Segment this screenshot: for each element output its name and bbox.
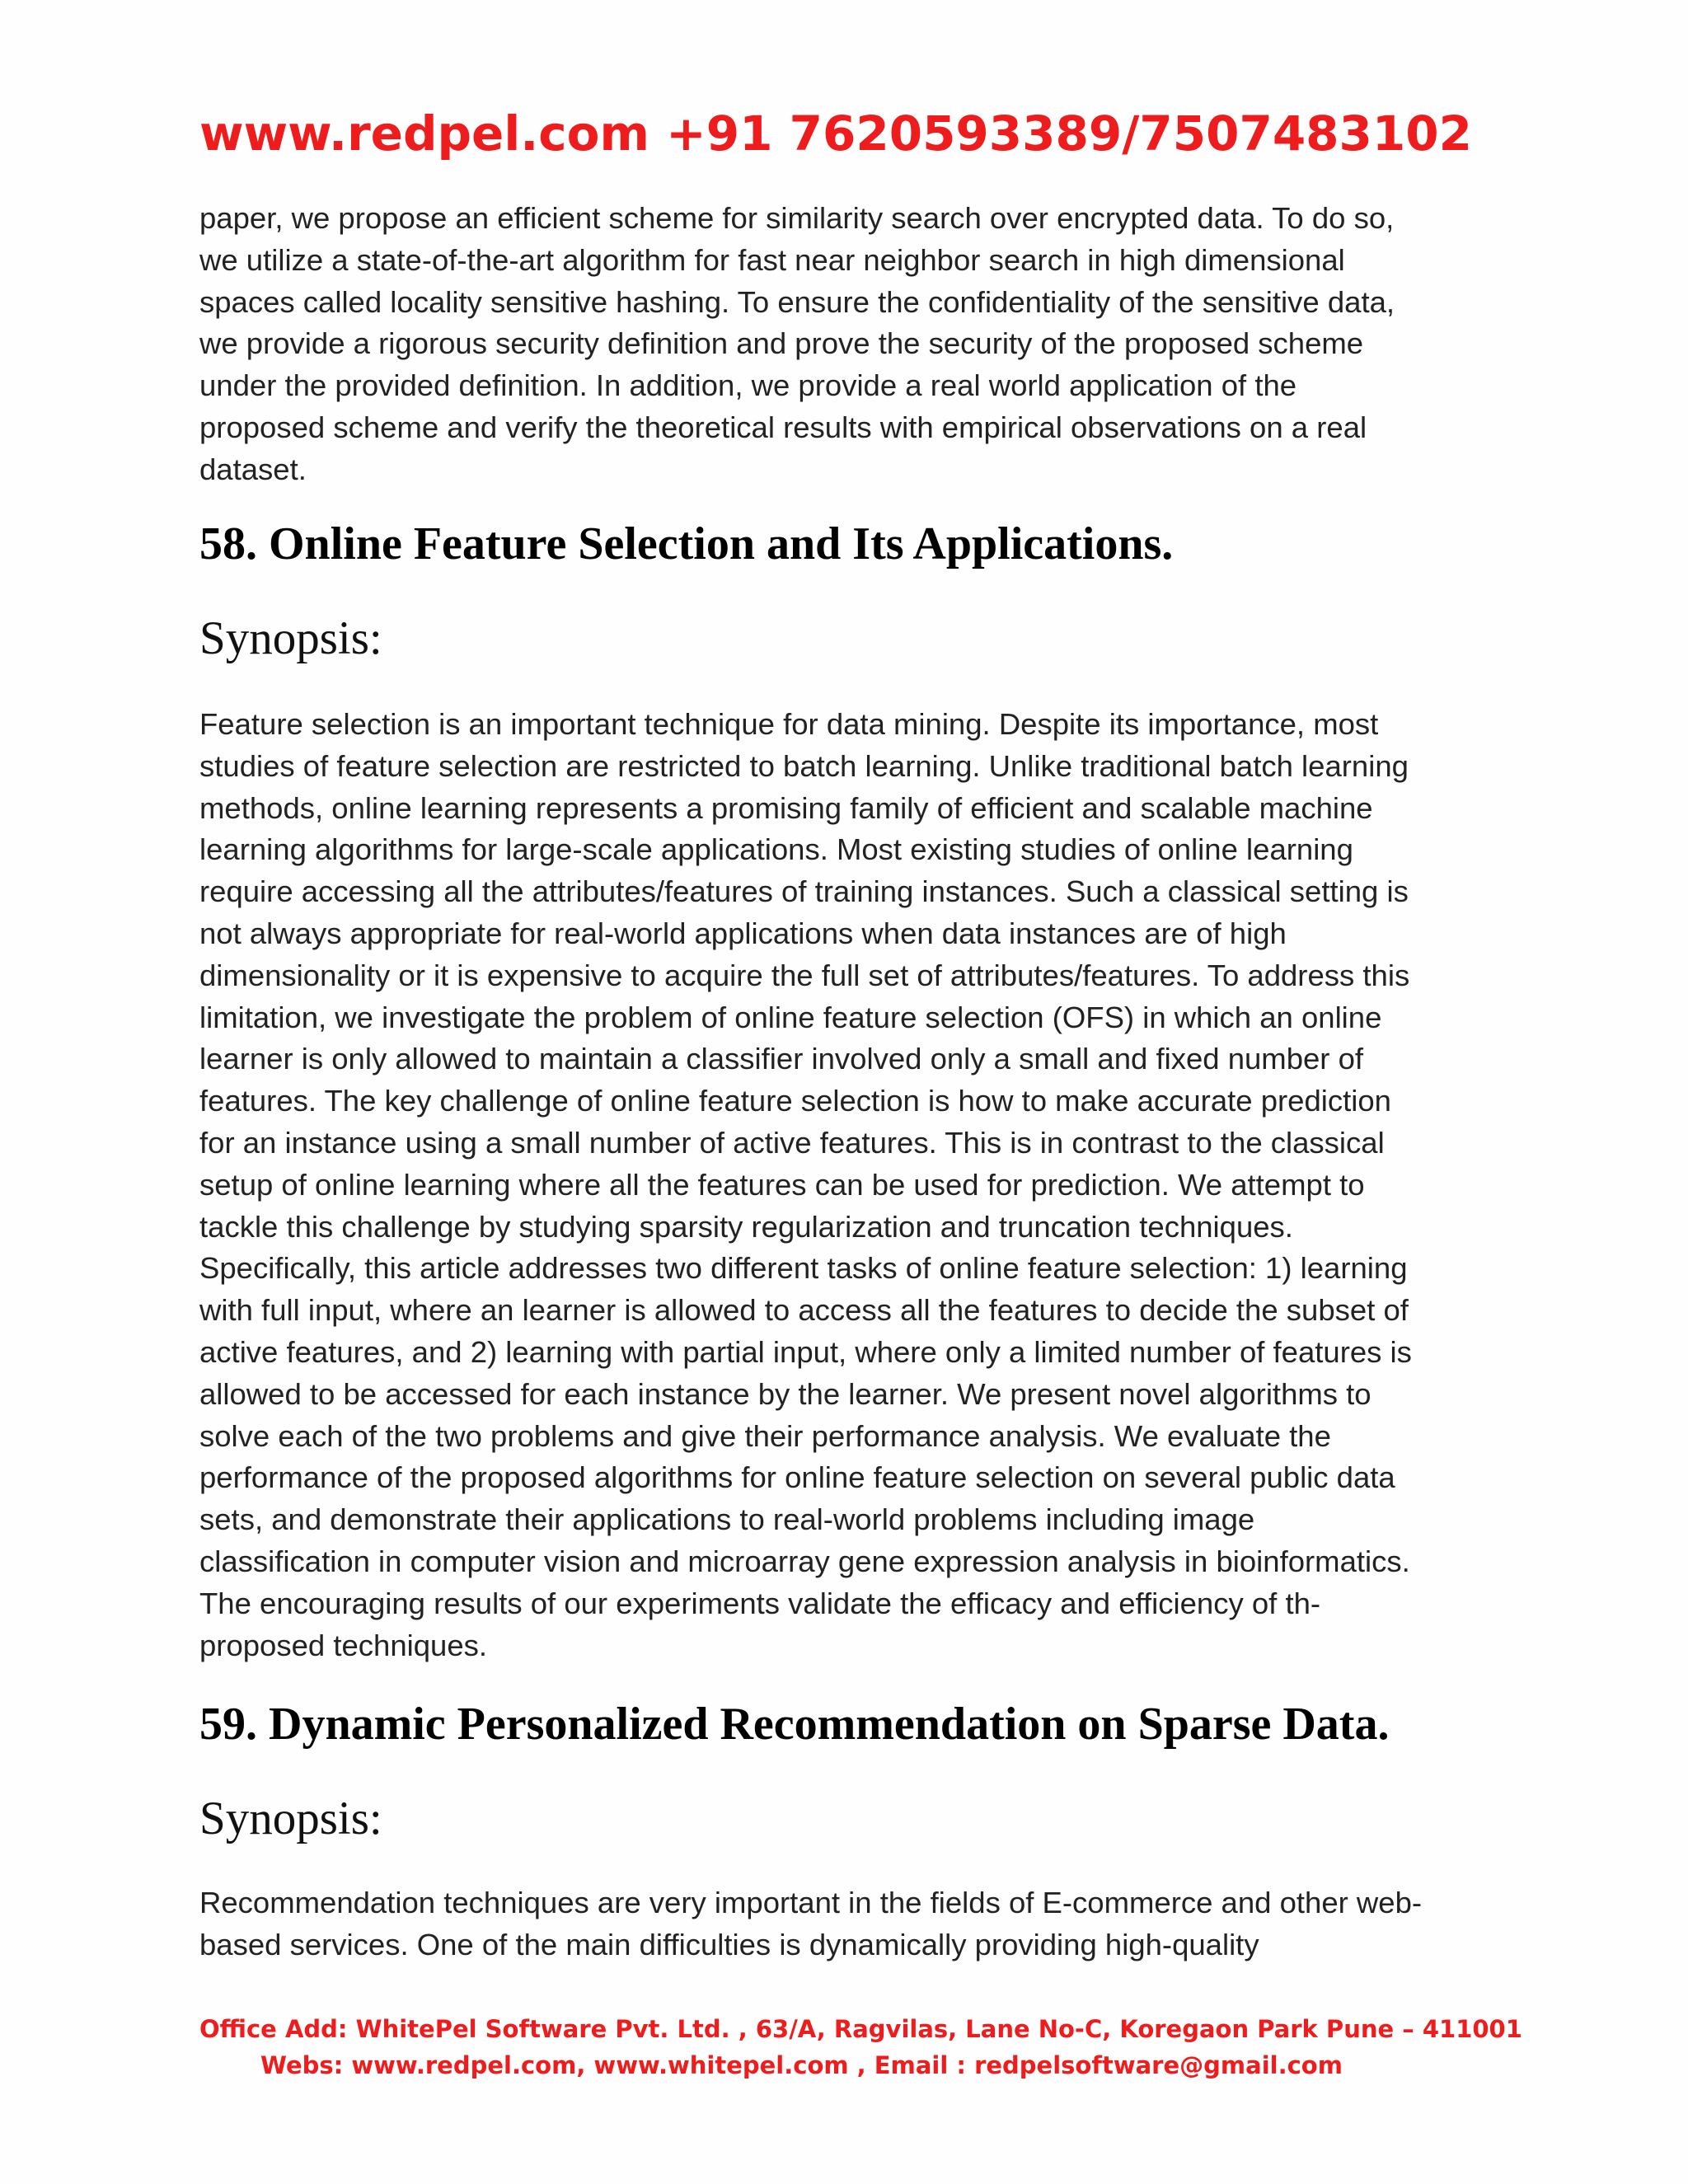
section-58-title: Online Feature Selection and Its Applications. (269, 518, 1174, 569)
intro-paragraph-container (199, 198, 1502, 491)
section-59-number: 59. (199, 1699, 257, 1750)
intro-paragraph: paper, we propose an efficient scheme for similarity search over encrypted data. To do so, we utilize a state-of-the-art algorithm for fast near neighbor search in high dimensional spaces called locality sensitive hashing. To ensure the confidentiality of the sensitive data, we provide a rigorous security definition and prove the security of the proposed scheme under the provided definition. In addition, we provide a real world application of the proposed scheme and verify the theoretical results with empirical observations on a real dataset. (199, 201, 1395, 486)
footer-address: Office Add: WhitePel Software Pvt. Ltd. , 63/A, Ragvilas, Lane No-C, Koregaon Park Pune – 411001 (199, 2015, 1522, 2043)
footer (199, 2011, 1522, 2083)
section-59-title: Dynamic Personalized Recommendation on Sparse Data. (269, 1699, 1390, 1750)
section-59-heading (199, 1698, 1389, 1750)
section-59-synopsis-label: Synopsis: (199, 1793, 382, 1844)
section-58-synopsis-label: Synopsis: (199, 612, 382, 664)
section-58-body: Feature selection is an important technique for data mining. Despite its importance, most studies of feature selection are restricted to batch learning. Unlike traditional batch learning methods, online learning represents a promising family of efficient and scalable machine learning algorithms for large-scale applications. Most existing studies of online learning require accessing all the attributes/features of training instances. Such a classical setting is not always appropriate for real-world applications when data instances are of high dimensionality or it is expensive to acquire the full set of attributes/features. To address this limitation, we investigate the problem of online feature selection (OFS) in which an online learner is only allowed to maintain a classifier involved only a small and fixed number of features. The key challenge of online feature selection is how to make accurate prediction for an instance using a small number of active features. This is in contrast to the classical setup of online learning where all the features can be used for prediction. We attempt to tackle this challenge by studying sparsity regularization and truncation techniques. Specifically, this article addresses two different tasks of online feature selection: 1) learning with full input, where an learner is allowed to access all the features to decide the subset of active features, and 2) learning with partial input, where only a limited number of features is allowed to be accessed for each instance by the learner. We present novel algorithms to solve each of the two problems and give their performance analysis. We evaluate the performance of the proposed algorithms for online feature selection on several public data sets, and demonstrate their applications to real-world problems including image classification in computer vision and microarray gene expression analysis in bioinformatics. The encouraging results of our experiments validate the efficacy and efficiency of th- proposed techniques. (199, 707, 1412, 1662)
section-58-number: 58. (199, 518, 257, 569)
section-58-heading (199, 518, 1173, 570)
header-contact: www.redpel.com +91 7620593389/7507483102 (199, 105, 1472, 162)
footer-webs: Webs: www.redpel.com, www.whitepel.com , Email : redpelsoftware@gmail.com (260, 2051, 1343, 2079)
section-59-body: Recommendation techniques are very important in the fields of E-commerce and other web- based services. One of the main difficulties is dynamically providing high-quality (199, 1886, 1423, 1961)
